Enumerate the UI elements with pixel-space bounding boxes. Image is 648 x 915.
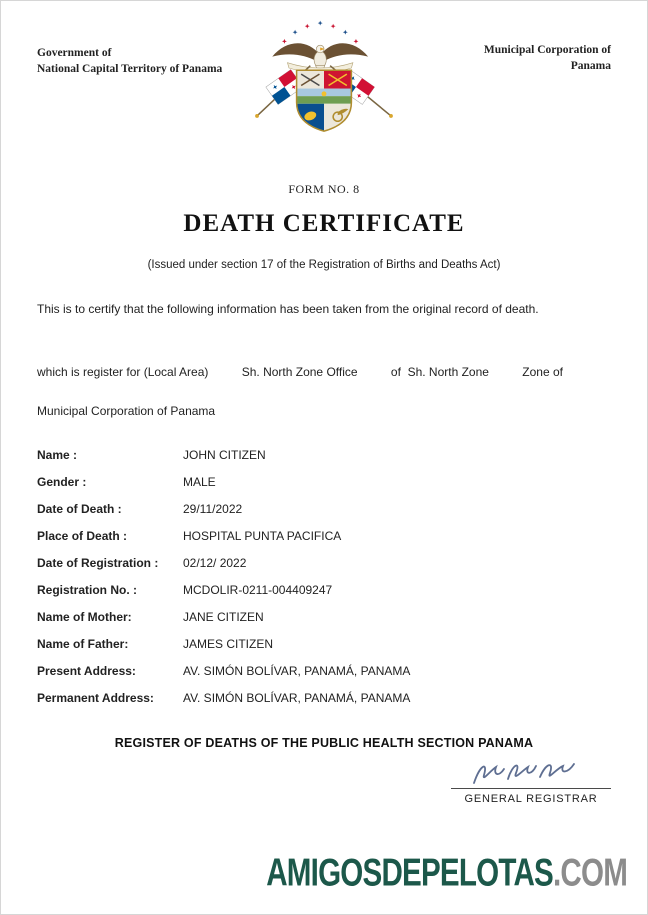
field-row-place-of-death: [37, 522, 611, 549]
certificate-subtitle: (Issued under section 17 of the Registration of Births and Deaths Act): [147, 259, 501, 271]
field-label: Date of Death :: [37, 501, 122, 516]
signature-line: [451, 788, 611, 789]
field-value: JAMES CITIZEN: [183, 636, 274, 651]
issuing-government-line1: Government of: [37, 47, 112, 59]
municipal-corporation-line1: Municipal Corporation of: [483, 44, 611, 56]
field-label: Present Address:: [37, 663, 136, 678]
register-area-line: [37, 365, 563, 379]
field-label: Permanent Address:: [37, 690, 154, 705]
field-value: JANE CITIZEN: [183, 609, 264, 624]
field-row-permanent-address: [37, 684, 611, 711]
field-value: AV. SIMÓN BOLÍVAR, PANAMÁ, PANAMA: [183, 690, 411, 705]
record-fields-table: [37, 441, 611, 711]
watermark-tld: .COM: [552, 850, 627, 894]
field-row-name: [37, 441, 611, 468]
field-row-mother-name: [37, 603, 611, 630]
signature-block: [451, 757, 611, 805]
field-row-registration-no: [37, 576, 611, 603]
certificate-title: DEATH CERTIFICATE: [183, 210, 465, 237]
registrar-title: GENERAL REGISTRAR: [464, 793, 598, 805]
registrar-signature-icon: [466, 757, 596, 791]
municipal-corporation-label: [484, 42, 611, 74]
site-watermark: [266, 850, 627, 894]
register-section-title: REGISTER OF DEATHS OF THE PUBLIC HEALTH SECTION PANAMA: [114, 736, 534, 750]
issuing-government-label: [37, 45, 222, 77]
field-value: MALE: [183, 474, 216, 489]
certification-statement: This is to certify that the following information has been taken from the original record of death.: [37, 302, 539, 316]
field-label: Place of Death :: [37, 528, 128, 543]
register-zone-of: Zone of: [522, 365, 563, 379]
field-value: AV. SIMÓN BOLÍVAR, PANAMÁ, PANAMA: [183, 663, 411, 678]
watermark-brand: AMIGOSDEPELOTAS: [266, 850, 553, 894]
field-value: MCDOLIR-0211-004409247: [183, 582, 333, 597]
field-label: Registration No. :: [37, 582, 138, 597]
municipal-corporation-line2: Panama: [570, 60, 611, 73]
form-number: FORM NO. 8: [288, 182, 360, 196]
field-row-father-name: [37, 630, 611, 657]
register-corporation-name: Municipal Corporation of Panama: [37, 404, 216, 418]
field-row-gender: [37, 468, 611, 495]
field-value: HOSPITAL PUNTA PACIFICA: [183, 528, 342, 543]
issuing-government-line2: National Capital Territory of Panama: [37, 63, 223, 76]
field-value: 29/11/2022: [183, 501, 243, 516]
field-value: JOHN CITIZEN: [183, 447, 266, 462]
register-area-lead: which is register for (Local Area): [37, 365, 209, 379]
field-value: 02/12/ 2022: [183, 555, 247, 570]
field-row-present-address: [37, 657, 611, 684]
register-zone-name: of Sh. North Zone: [390, 365, 489, 379]
field-label: Name of Father:: [37, 636, 129, 651]
field-row-date-of-death: [37, 495, 611, 522]
field-label: Date of Registration :: [37, 555, 159, 570]
field-label: Name :: [37, 447, 78, 462]
field-label: Name of Mother:: [37, 609, 132, 624]
panama-coat-of-arms-icon: [240, 17, 408, 154]
register-office-name: Sh. North Zone Office: [241, 365, 358, 379]
field-row-date-of-registration: [37, 549, 611, 576]
field-label: Gender :: [37, 474, 87, 489]
